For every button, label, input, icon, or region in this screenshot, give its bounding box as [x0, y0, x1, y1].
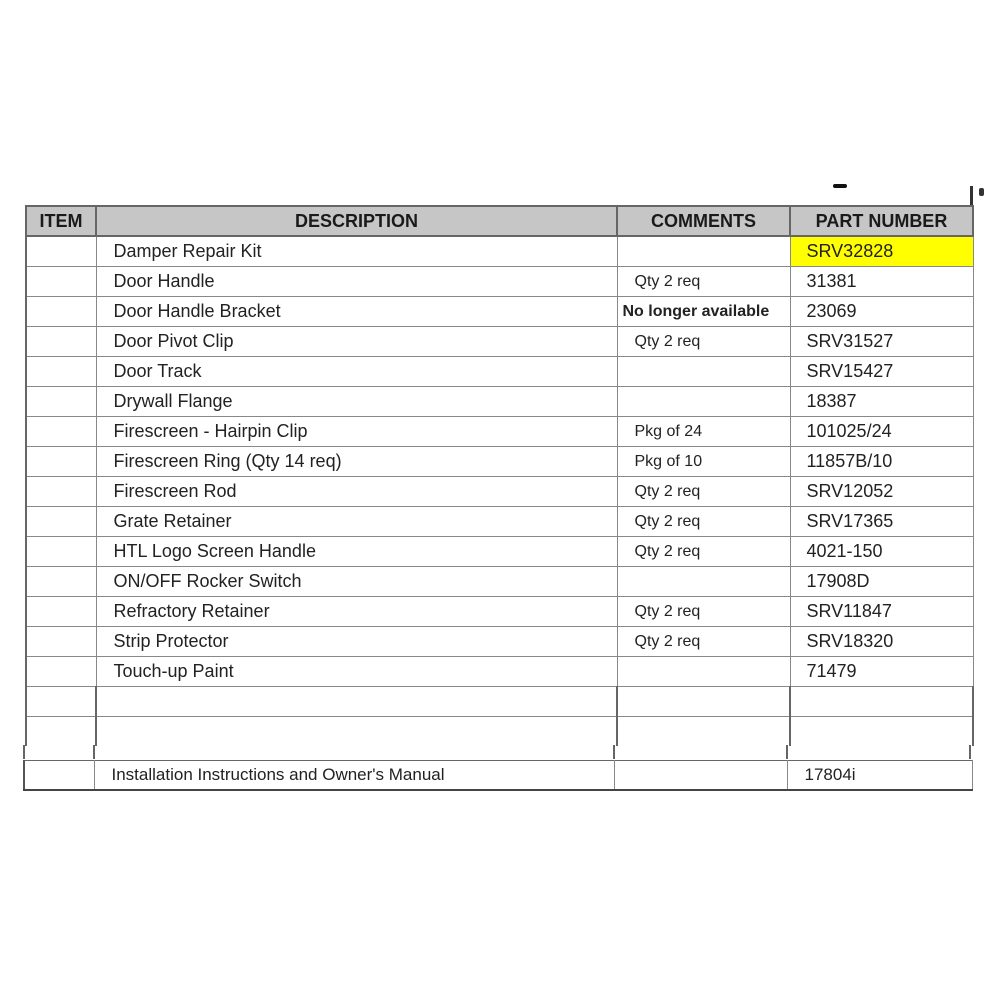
item-cell: [26, 717, 96, 747]
description-cell: ON/OFF Rocker Switch: [96, 567, 617, 597]
table-row: [26, 537, 973, 567]
gap-line: [786, 745, 788, 759]
description-cell: Door Handle Bracket: [96, 297, 617, 327]
comments-cell: Qty 2 req: [617, 267, 790, 297]
column-header-part-number: PART NUMBER: [790, 206, 973, 236]
description-cell: Firescreen Rod: [96, 477, 617, 507]
comments-cell: [617, 717, 790, 747]
item-cell: [26, 507, 96, 537]
footer-comments-cell: [614, 761, 787, 791]
parts-table: [25, 205, 974, 746]
description-cell: Firescreen Ring (Qty 14 req): [96, 447, 617, 477]
description-cell: Drywall Flange: [96, 387, 617, 417]
comments-cell: [617, 387, 790, 417]
footer-description-cell: Installation Instructions and Owner's Manual: [94, 761, 614, 791]
description-cell: Strip Protector: [96, 627, 617, 657]
footer-item-cell: [24, 761, 94, 791]
description-cell: Grate Retainer: [96, 507, 617, 537]
parts-table-header: [26, 206, 973, 236]
comments-cell: Qty 2 req: [617, 597, 790, 627]
comments-cell: Qty 2 req: [617, 507, 790, 537]
item-cell: [26, 417, 96, 447]
part-number-cell: [790, 717, 973, 747]
comments-cell: Pkg of 10: [617, 447, 790, 477]
part-number-cell: 4021-150: [790, 537, 973, 567]
description-cell: [96, 717, 617, 747]
table-row: [26, 267, 973, 297]
part-number-cell: SRV15427: [790, 357, 973, 387]
table-row: [26, 717, 973, 747]
parts-table-body: [26, 236, 973, 746]
table-row: [26, 297, 973, 327]
column-header-item: ITEM: [26, 206, 96, 236]
item-cell: [26, 627, 96, 657]
table-row: [26, 357, 973, 387]
stray-vertical-mark: [970, 186, 973, 206]
part-number-cell: SRV18320: [790, 627, 973, 657]
part-number-cell: SRV32828: [790, 236, 973, 267]
description-cell: HTL Logo Screen Handle: [96, 537, 617, 567]
comments-cell: [617, 236, 790, 267]
comments-cell: [617, 567, 790, 597]
comments-cell: Pkg of 24: [617, 417, 790, 447]
gap-line: [613, 745, 615, 759]
item-cell: [26, 687, 96, 717]
stray-dot-mark: [979, 188, 984, 196]
description-cell: Firescreen - Hairpin Clip: [96, 417, 617, 447]
item-cell: [26, 537, 96, 567]
table-row: [26, 627, 973, 657]
part-number-cell: SRV11847: [790, 597, 973, 627]
comments-cell: No longer available: [617, 297, 790, 327]
table-row: [26, 327, 973, 357]
part-number-cell: SRV17365: [790, 507, 973, 537]
item-cell: [26, 477, 96, 507]
table-row: [26, 236, 973, 267]
table-gap-lines: [0, 745, 1000, 759]
table-row: [26, 597, 973, 627]
description-cell: Door Pivot Clip: [96, 327, 617, 357]
item-cell: [26, 657, 96, 687]
table-row: [26, 687, 973, 717]
item-cell: [26, 327, 96, 357]
part-number-cell: [790, 687, 973, 717]
item-cell: [26, 387, 96, 417]
part-number-cell: 101025/24: [790, 417, 973, 447]
comments-cell: Qty 2 req: [617, 537, 790, 567]
item-cell: [26, 267, 96, 297]
column-header-comments: COMMENTS: [617, 206, 790, 236]
table-row: [26, 477, 973, 507]
header-row: [26, 206, 973, 236]
stray-dash-mark: [833, 184, 847, 188]
table-row: [26, 657, 973, 687]
table-row: [26, 447, 973, 477]
gap-line: [93, 745, 95, 759]
footer-row: [24, 761, 972, 791]
description-cell: Damper Repair Kit: [96, 236, 617, 267]
item-cell: [26, 567, 96, 597]
part-number-cell: SRV12052: [790, 477, 973, 507]
part-number-cell: SRV31527: [790, 327, 973, 357]
item-cell: [26, 236, 96, 267]
part-number-cell: 17908D: [790, 567, 973, 597]
comments-cell: Qty 2 req: [617, 327, 790, 357]
table-row: [26, 417, 973, 447]
description-cell: Door Handle: [96, 267, 617, 297]
part-number-cell: 31381: [790, 267, 973, 297]
comments-cell: [617, 657, 790, 687]
part-number-cell: 11857B/10: [790, 447, 973, 477]
table-row: [26, 387, 973, 417]
table-row: [26, 507, 973, 537]
part-number-cell: 71479: [790, 657, 973, 687]
description-cell: Touch-up Paint: [96, 657, 617, 687]
column-header-description: DESCRIPTION: [96, 206, 617, 236]
item-cell: [26, 447, 96, 477]
table-row: [26, 567, 973, 597]
comments-cell: Qty 2 req: [617, 627, 790, 657]
comments-cell: [617, 687, 790, 717]
footer-table: [23, 760, 973, 791]
item-cell: [26, 597, 96, 627]
description-cell: Refractory Retainer: [96, 597, 617, 627]
item-cell: [26, 297, 96, 327]
footer-part-number-cell: 17804i: [787, 761, 972, 791]
gap-line: [23, 745, 25, 759]
part-number-cell: 23069: [790, 297, 973, 327]
gap-line: [969, 745, 971, 759]
comments-cell: Qty 2 req: [617, 477, 790, 507]
comments-cell: [617, 357, 790, 387]
item-cell: [26, 357, 96, 387]
part-number-cell: 18387: [790, 387, 973, 417]
description-cell: [96, 687, 617, 717]
description-cell: Door Track: [96, 357, 617, 387]
